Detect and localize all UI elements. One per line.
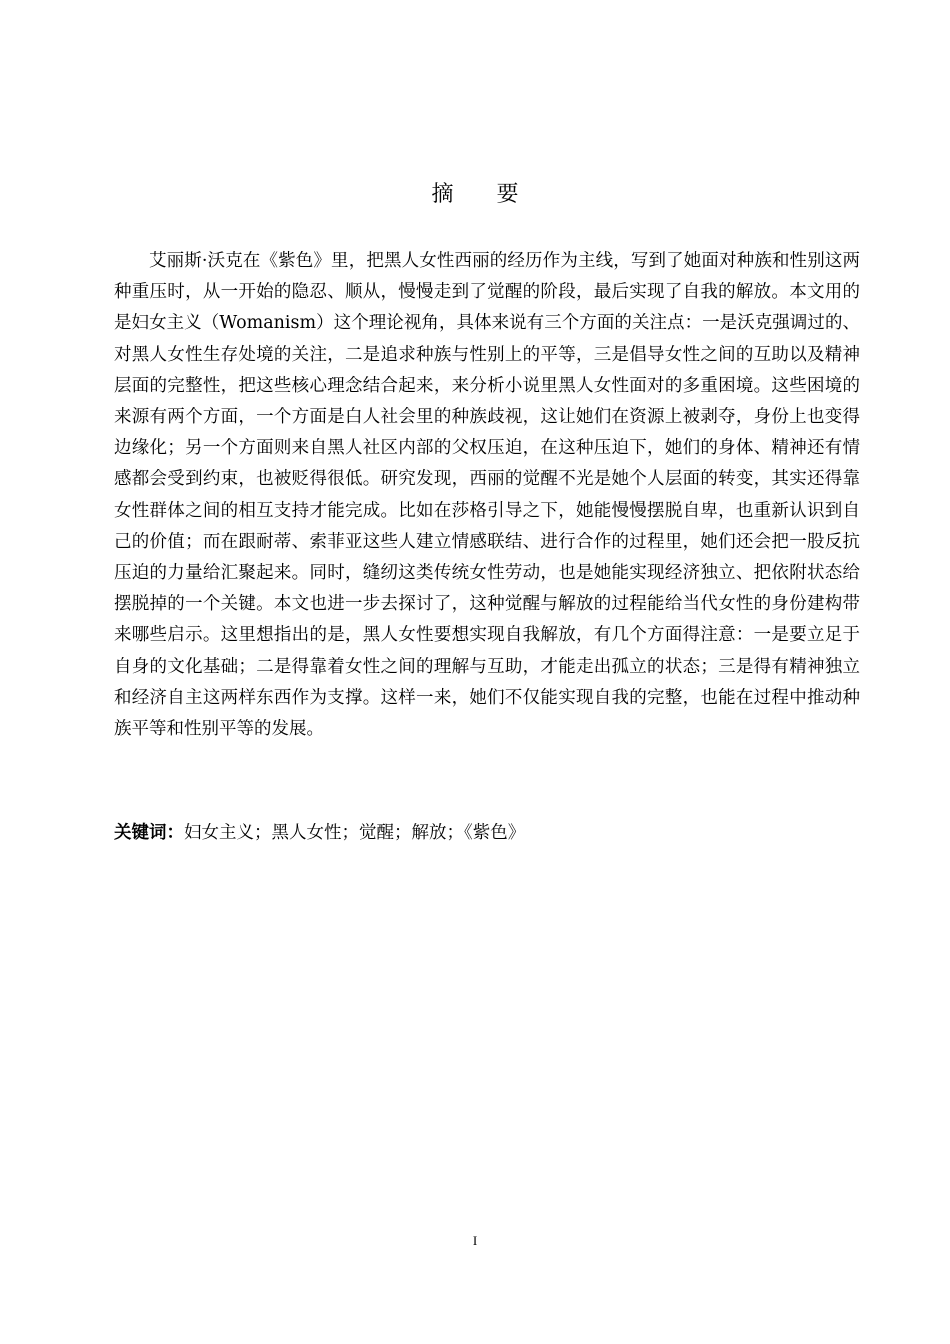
keywords-label: 关键词： [114, 823, 184, 843]
keywords-text: 妇女主义；黑人女性；觉醒；解放；《紫色》 [184, 823, 526, 843]
abstract-title: 摘 要 [431, 182, 537, 207]
keywords-line [114, 818, 860, 848]
abstract-body: 艾丽斯·沃克在《紫色》里，把黑人女性西丽的经历作为主线，写到了她面对种族和性别这两种重压时，从一开始的隐忍、顺从，慢慢走到了觉醒的阶段，最后实现了自我的解放。本文用的是妇女主义（Womanism）这个理论视角，具体来说有三个方面的关注点：一是沃克强调过的、对黑人女性生存处境的关注，二是追求种族与性别上的平等，三是倡导女性之间的互助以及精神层面的完整性，把这些核心理念结合起来，来分析小说里黑人女性面对的多重困境。这些困境的来源有两个方面，一个方面是白人社会里的种族歧视，这让她们在资源上被剥夺，身份上也变得边缘化；另一个方面则来自黑人社区内部的父权压迫，在这种压迫下，她们的身体、精神还有情感都会受到约束，也被贬得很低。研究发现，西丽的觉醒不光是她个人层面的转变，其实还得靠女性群体之间的相互支持才能完成。比如在莎格引导之下，她能慢慢摆脱自卑，也重新认识到自己的价值；而在跟耐蒂、索菲亚这些人建立情感联结、进行合作的过程里，她们还会把一股反抗压迫的力量给汇聚起来。同时，缝纫这类传统女性劳动，也是她能实现经济独立、把依附状态给摆脱掉的一个关键。本文也进一步去探讨了，这种觉醒与解放的过程能给当代女性的身份建构带来哪些启示。这里想指出的是，黑人女性要想实现自我解放，有几个方面得注意：一是要立足于自身的文化基础；二是得靠着女性之间的理解与互助，才能走出孤立的状态；三是得有精神独立和经济自主这两样东西作为支撑。这样一来，她们不仅能实现自我的完整，也能在过程中推动种族平等和性别平等的发展。 [114, 251, 860, 740]
page-number: I [472, 1233, 478, 1248]
